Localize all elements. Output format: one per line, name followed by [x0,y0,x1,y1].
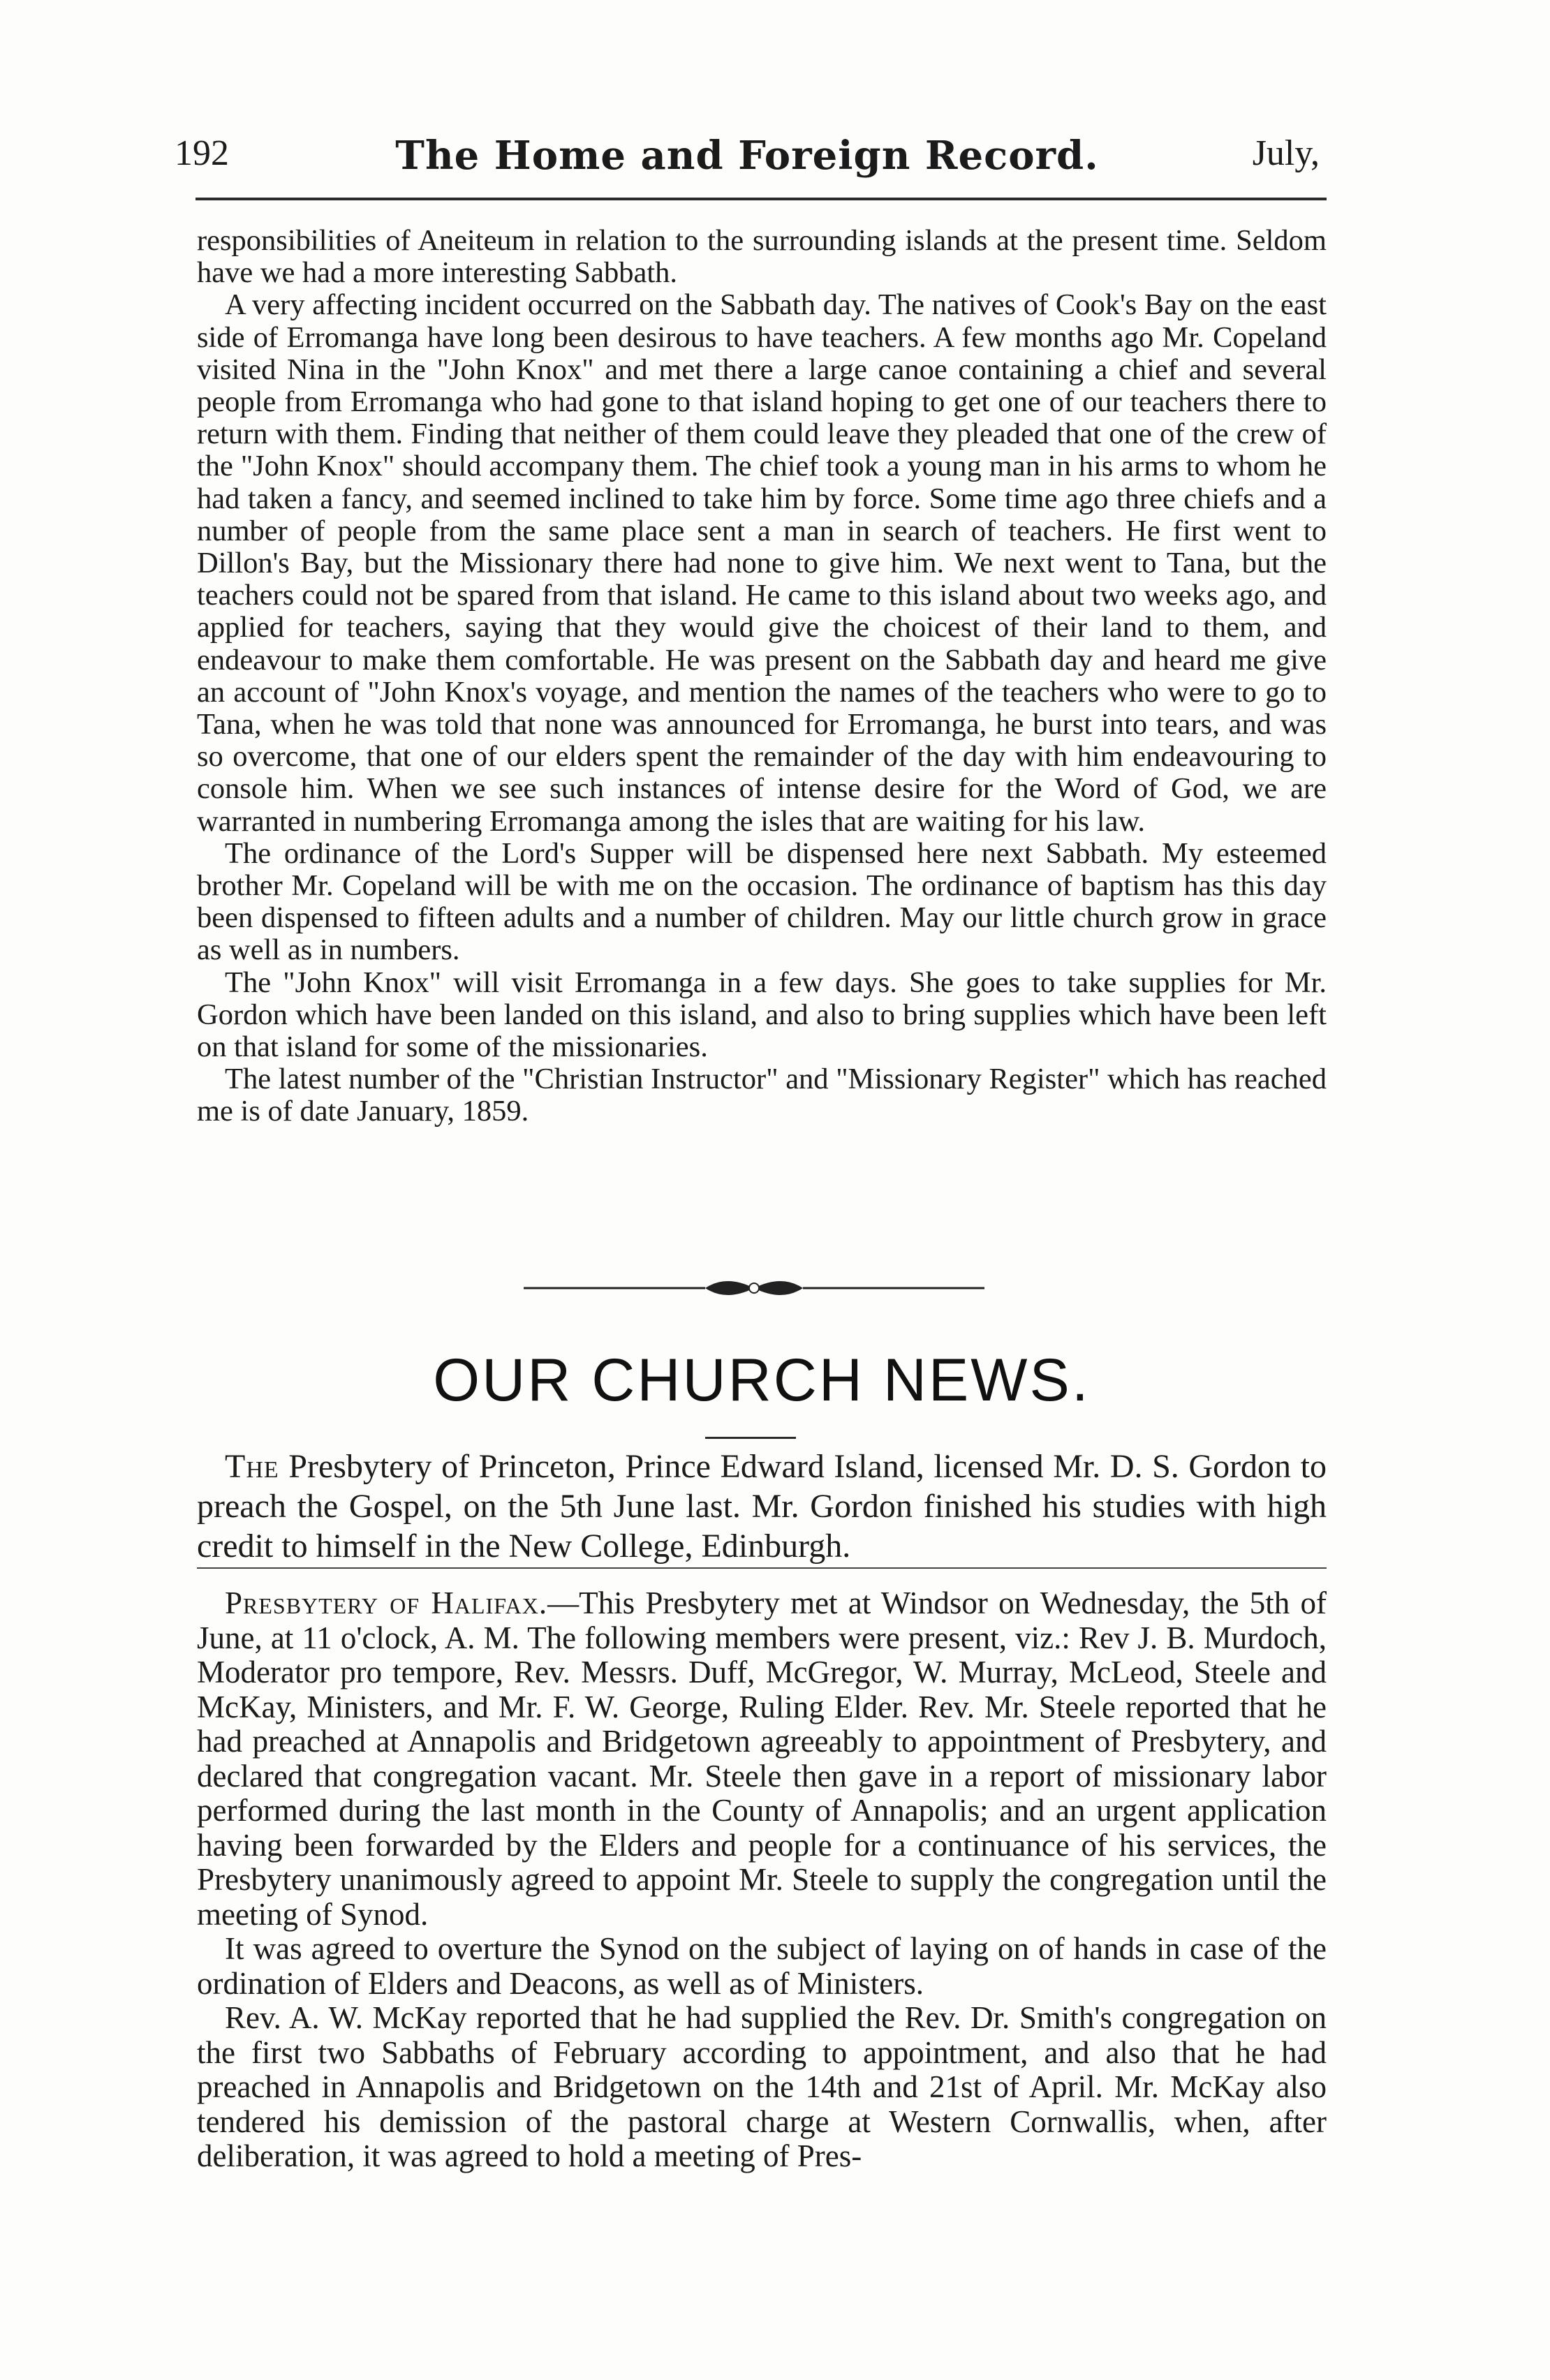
header-rule [195,198,1327,200]
mission-paragraph: The latest number of the "Christian Instructor" and "Missionary Register" which has reached me is of date January, 1859. [197,1063,1327,1128]
running-title: The Home and Foreign Record. [395,133,1099,179]
halifax-paragraph: Rev. A. W. McKay reported that he had supplied the Rev. Dr. Smith's congregation on the first two Sabbaths of February according to appointment, and also that he had preached in Annapolis and Bridgetown on the 14th and 21st of April. Mr. McKay also tendered his demission of the pastoral charge at Western Cornwallis, when, after deliberation, it was agreed to hold a meeting of Pres- [197,2000,1327,2173]
mission-paragraph: responsibilities of Aneiteum in relation to the surrounding islands at the present time. Seldom have we had a more interesting Sabbath. [197,224,1327,290]
halifax-paragraph: —This Presbytery met at Windsor on Wednesday, the 5th of June, at 11 o'clock, A. M. The following members were present, viz.: Rev J. B. Murdoch, Moderator pro tempore, Rev. Messrs. Duff, McGregor, W. Murray, McLeod, Steele and McKay, Ministers, and Mr. F. W. George, Ruling Elder. Rev. Mr. Steele reported that he had preached at Annapolis and Bridgetown agreeably to appointment of Presbytery, and declared that congregation vacant. Mr. Steele then gave in a report of missionary labor performed during the last month in the County of Annapolis; and an urgent application having been forwarded by the Elders and people for a continuance of his services, the Presbytery unanimously agreed to appoint Mr. Steele to supply the congregation until the meeting of Synod. [197,1586,1327,1932]
princeton-lead: The [225,1448,279,1485]
page-number: 192 [175,133,229,173]
section-heading: OUR CHURCH NEWS. [433,1347,1091,1414]
running-month: July, [1252,133,1320,173]
mission-letter [197,225,1327,1128]
princeton-text: Presbytery of Princeton, Prince Edward Island, licensed Mr. D. S. Gordon to preach the Gospel, on the 5th June last. Mr. Gordon finished his studies with high credit to himself in the New College, Edinburgh. [197,1448,1327,1565]
halifax-lead: Presbytery of Halifax. [225,1586,548,1620]
running-header [175,133,1320,189]
princeton-notice [197,1447,1327,1566]
halifax-paragraph: It was agreed to overture the Synod on the subject of laying on of hands in case of the ordination of Elders and Deacons, as well as of Ministers. [197,1931,1327,2001]
mission-paragraph: A very affecting incident occurred on the Sabbath day. The natives of Cook's Bay on the east side of Erromanga have long been desirous to have teachers. A few months ago Mr. Copeland visited Nina in the "John Knox" and met there a large canoe containing a chief and several people from Erromanga who had gone to that island hoping to get one of our teachers there to return with them. Finding that neither of them could leave they pleaded that one of the crew of the "John Knox" should accompany them. The chief took a young man in his arms to whom he had taken a fancy, and seemed inclined to take him by force. Some time ago three chiefs and a number of people from the same place sent a man in search of teachers. He first went to Dillon's Bay, but the Missionary there had none to give him. We next went to Tana, but the teachers could not be spared from that island. He came to this island about two weeks ago, and applied for teachers, saying that they would give the choicest of their land to them, and endeavour to make them comfortable. He was present on the Sabbath day and heard me give an account of "John Knox's voyage, and mention the names of the teachers who were to go to Tana, when he was told that none was announced for Erromanga, he burst into tears, and was so overcome, that one of our elders spent the remainder of the day with him endeavouring to console him. When we see such instances of intense desire for the Word of God, we are warranted in numbering Erromanga among the isles that are waiting for his law. [197,288,1327,838]
heading-rule [705,1437,796,1439]
mission-paragraph: The "John Knox" will visit Erromanga in a few days. She goes to take supplies for Mr. Gordon which have been landed on this island, and also to bring supplies which have been left on that island for some of the missionaries. [197,966,1327,1064]
ornamental-divider [517,1271,991,1306]
mission-paragraph: The ordinance of the Lord's Supper will be dispensed here next Sabbath. My esteemed brother Mr. Copeland will be with me on the occasion. The ordinance of baptism has this day been dispensed to fifteen adults and a number of children. May our little church grow in grace as well as in numbers. [197,836,1327,967]
news-divider [197,1567,1327,1569]
halifax-report [197,1586,1327,2174]
